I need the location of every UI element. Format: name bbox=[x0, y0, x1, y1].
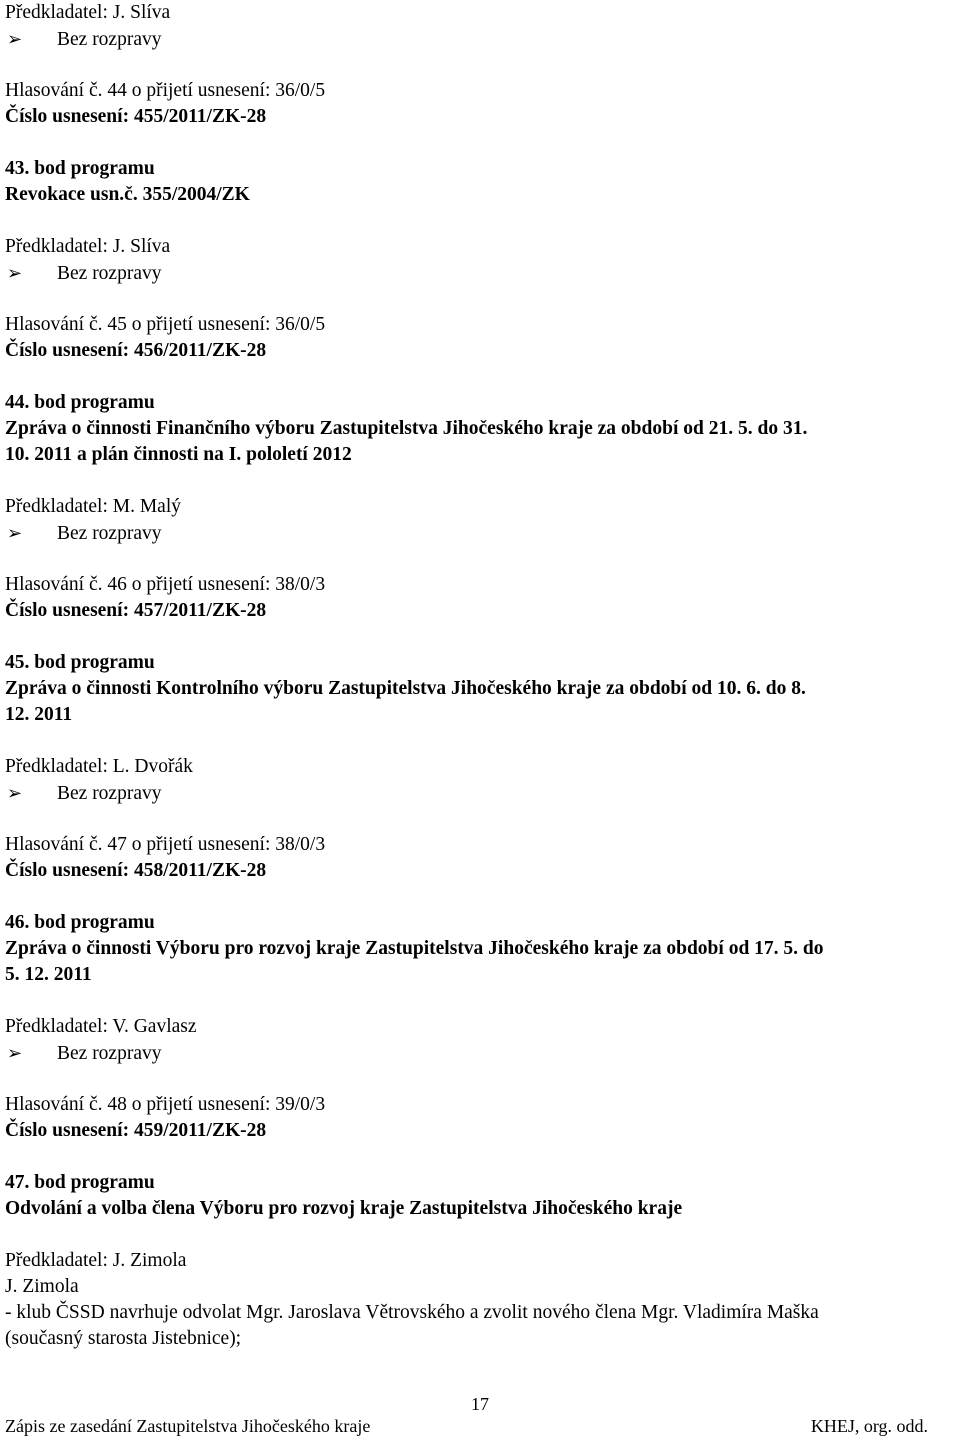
footer-department: KHEJ, org. odd. bbox=[810, 1416, 928, 1436]
text-line: Předkladatel: V. Gavlasz bbox=[5, 1016, 197, 1037]
bullet-text: Bez rozpravy bbox=[57, 783, 162, 804]
blank-line bbox=[5, 286, 957, 312]
bullet-item bbox=[5, 780, 957, 806]
text-line: Hlasování č. 46 o přijetí usnesení: 38/0/3 bbox=[5, 574, 326, 595]
page-footer bbox=[0, 1380, 960, 1442]
bold-line: 10. 2011 a plán činnosti na I. pololetí 2012 bbox=[5, 444, 352, 465]
footer-document-title: Zápis ze zasedání Zastupitelstva Jihočeského kraje bbox=[5, 1416, 371, 1436]
text-line: Předkladatel: J. Slíva bbox=[5, 2, 171, 23]
bold-line: 12. 2011 bbox=[5, 704, 73, 725]
blank-line bbox=[5, 884, 957, 910]
bold-line: Zpráva o činnosti Výboru pro rozvoj kraje Zastupitelstva Jihočeského kraje za období od 17. 5. do bbox=[5, 938, 824, 959]
bullet-text: Bez rozpravy bbox=[57, 1043, 162, 1064]
bullet-text: Bez rozpravy bbox=[57, 523, 162, 544]
bullet-item bbox=[5, 26, 957, 52]
bullet-text: Bez rozpravy bbox=[57, 29, 162, 50]
text-line: J. Zimola bbox=[5, 1276, 79, 1297]
page-number: 17 bbox=[471, 1394, 489, 1414]
text-line: Hlasování č. 45 o přijetí usnesení: 36/0/5 bbox=[5, 314, 326, 335]
text-line: Hlasování č. 48 o přijetí usnesení: 39/0/3 bbox=[5, 1094, 326, 1115]
text-line: Předkladatel: L. Dvořák bbox=[5, 756, 193, 777]
text-line: Předkladatel: M. Malý bbox=[5, 496, 182, 517]
arrow-bullet-icon: ➢ bbox=[7, 1043, 23, 1063]
bold-line: Zpráva o činnosti Kontrolního výboru Zastupitelstva Jihočeského kraje za období od 10. 6. do 8. bbox=[5, 678, 806, 699]
blank-line bbox=[5, 546, 957, 572]
bold-line: Číslo usnesení: 459/2011/ZK-28 bbox=[5, 1120, 267, 1141]
bold-line: 44. bod programu bbox=[5, 392, 155, 413]
bold-line: 43. bod programu bbox=[5, 158, 155, 179]
text-line: Hlasování č. 44 o přijetí usnesení: 36/0/5 bbox=[5, 80, 326, 101]
blank-line bbox=[5, 728, 957, 754]
bold-line: Zpráva o činnosti Finančního výboru Zastupitelstva Jihočeského kraje za období od 21. 5. do 31. bbox=[5, 418, 808, 439]
blank-line bbox=[5, 130, 957, 156]
text-line: Předkladatel: J. Zimola bbox=[5, 1250, 187, 1271]
bullet-item bbox=[5, 520, 957, 546]
blank-line bbox=[5, 468, 957, 494]
blank-line bbox=[5, 364, 957, 390]
text-line: Hlasování č. 47 o přijetí usnesení: 38/0/3 bbox=[5, 834, 326, 855]
blank-line bbox=[5, 52, 957, 78]
bullet-item bbox=[5, 260, 957, 286]
blank-line bbox=[5, 208, 957, 234]
bold-line: Číslo usnesení: 457/2011/ZK-28 bbox=[5, 600, 267, 621]
blank-line bbox=[5, 806, 957, 832]
bold-line: Číslo usnesení: 456/2011/ZK-28 bbox=[5, 340, 267, 361]
arrow-bullet-icon: ➢ bbox=[7, 783, 23, 803]
bullet-item bbox=[5, 1040, 957, 1066]
bold-line: 45. bod programu bbox=[5, 652, 155, 673]
blank-line bbox=[5, 1066, 957, 1092]
text-line: (současný starosta Jistebnice); bbox=[5, 1328, 242, 1349]
bold-line: Číslo usnesení: 455/2011/ZK-28 bbox=[5, 106, 267, 127]
bold-line: 47. bod programu bbox=[5, 1172, 155, 1193]
blank-line bbox=[5, 988, 957, 1014]
arrow-bullet-icon: ➢ bbox=[7, 523, 23, 543]
document-body bbox=[5, 0, 957, 1352]
bullet-text: Bez rozpravy bbox=[57, 263, 162, 284]
bold-line: 5. 12. 2011 bbox=[5, 964, 92, 985]
text-line: Předkladatel: J. Slíva bbox=[5, 236, 171, 257]
bold-line: Číslo usnesení: 458/2011/ZK-28 bbox=[5, 860, 267, 881]
blank-line bbox=[5, 624, 957, 650]
blank-line bbox=[5, 1144, 957, 1170]
arrow-bullet-icon: ➢ bbox=[7, 29, 23, 49]
arrow-bullet-icon: ➢ bbox=[7, 263, 23, 283]
bold-line: Revokace usn.č. 355/2004/ZK bbox=[5, 184, 250, 205]
bold-line: 46. bod programu bbox=[5, 912, 155, 933]
blank-line bbox=[5, 1222, 957, 1248]
text-line: - klub ČSSD navrhuje odvolat Mgr. Jaroslava Větrovského a zvolit nového člena Mgr. Vladimíra Maška bbox=[5, 1302, 819, 1323]
bold-line: Odvolání a volba člena Výboru pro rozvoj kraje Zastupitelstva Jihočeského kraje bbox=[5, 1198, 683, 1219]
